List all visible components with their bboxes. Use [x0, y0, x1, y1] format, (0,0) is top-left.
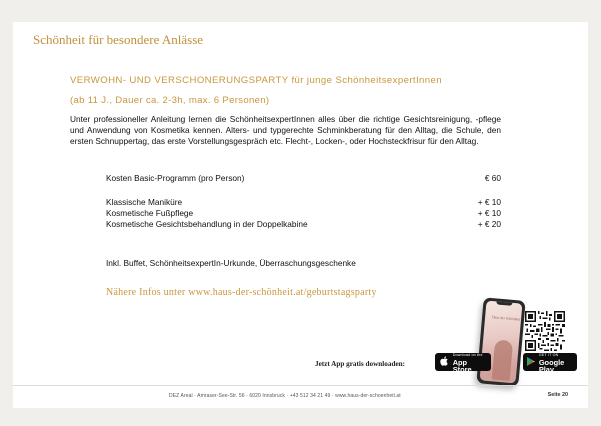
app-store-small-text: Download on the [452, 352, 483, 357]
price-value: + € 20 [477, 219, 501, 229]
page-number: Seite 20 [547, 392, 568, 398]
phone-mockup-image [476, 297, 525, 386]
offer-heading: VERWOHN- UND VERSCHONERUNGSPARTY für junge SchönheitsexpertInnen [70, 75, 442, 86]
google-play-text: Google Play [538, 357, 565, 374]
info-link[interactable]: Nähere Infos unter www.haus-der-schönheit.at/geburtstagsparty [106, 287, 377, 298]
google-play-button[interactable] [523, 352, 577, 374]
google-play-small-text: GET IT ON [538, 352, 559, 357]
apple-icon [439, 356, 450, 368]
offer-subheading: (ab 11 J., Dauer ca. 2-3h, max. 6 Personen) [70, 95, 270, 106]
price-row [106, 219, 501, 230]
price-label: Klassische Maniküre [106, 197, 183, 207]
google-play-icon [527, 357, 536, 368]
price-label: Kosten Basic-Programm (pro Person) [106, 173, 245, 183]
price-row [106, 197, 501, 208]
price-row [106, 208, 501, 219]
price-label: Kosmetische Fußpflege [106, 208, 194, 218]
page [13, 22, 588, 408]
price-value: + € 10 [477, 197, 501, 207]
qr-code-icon[interactable] [525, 311, 565, 351]
price-value: + € 10 [477, 208, 501, 218]
app-wordmark: Haus der Schönheit [491, 315, 521, 322]
app-store-text: App Store [452, 357, 472, 374]
price-value: € 60 [484, 173, 501, 183]
footer-address: DEZ Areal · Amraser-See-Str. 56 · 6020 Innsbruck · +43 512 34 21 49 · www.haus-der-schoenheit.at [169, 393, 401, 399]
price-label: Kosmetische Gesichtsbehandlung in der Doppelkabine [106, 219, 308, 229]
model-figure [492, 339, 513, 380]
section-title: Schönheit für besondere Anlässe [33, 32, 204, 47]
inclusions-text: Inkl. Buffet, SchönheitsexpertIn-Urkunde, Überraschungsgeschenke [106, 258, 356, 268]
price-row [106, 173, 501, 184]
offer-description: Unter professioneller Anleitung lernen die SchönheitsexpertInnen alles über die richtige Gesichtsreinigung, -pflege und Anwendung von Kosmetika kennen. Alters- und typgerechte Schminkberatung für den Alltag, die Schule, den ersten Schnuppertag, das erste Vorstellungsgespräch etc. Flecht-, Locken-, oder Hochsteckfrisur für den Alltag. [70, 114, 501, 147]
footer-divider [13, 385, 588, 386]
app-store-button[interactable] [435, 352, 491, 374]
app-download-label: Jetzt App gratis downloaden: [315, 360, 406, 368]
